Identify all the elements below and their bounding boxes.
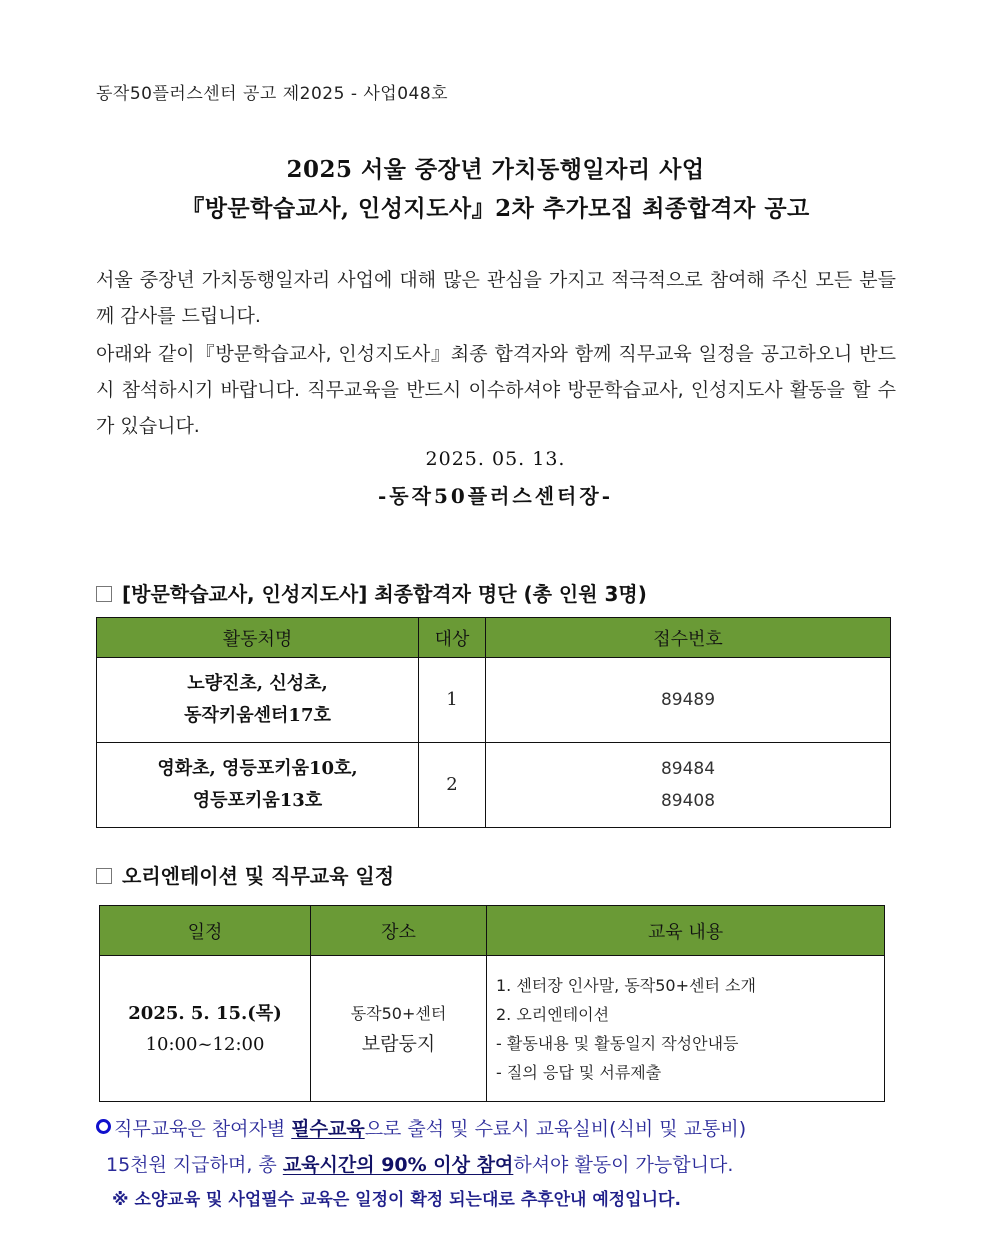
count-cell: 2	[419, 743, 486, 828]
intro-paragraph: 서울 중장년 가치동행일자리 사업에 대해 많은 관심을 가지고 적극적으로 참여해 주신 모든 분들께 감사를 드립니다.	[96, 269, 896, 327]
note-text: 직무교육은 참여자별	[114, 1118, 292, 1140]
content-item: 1. 센터장 인사말, 동작50+센터 소개	[496, 975, 756, 995]
receipt-number: 89484	[660, 759, 716, 779]
site-line: 동작키움센터17호	[184, 705, 331, 726]
note-text: 15천원 지급하며, 총	[106, 1154, 283, 1176]
column-header: 활동처명	[97, 618, 419, 658]
table-row	[97, 743, 891, 828]
section-heading-finalists	[96, 578, 647, 607]
column-header: 대상	[419, 618, 486, 658]
column-header: 접수번호	[486, 618, 891, 658]
id-cell	[486, 658, 891, 743]
instruction-paragraph: 아래와 같이『방문학습교사, 인성지도사』최종 합격자와 함께 직무교육 일정을 공고하오니 반드시 참석하시기 바랍니다. 직무교육을 반드시 이수하셔야 방문학습교사, 인성지도사 활동을 할 수가 있습니다.	[96, 343, 896, 437]
notice-number: 동작50플러스센터 공고 제2025 - 사업048호	[96, 84, 449, 104]
content-item: 2. 오리엔테이션	[496, 1004, 610, 1024]
schedule-time: 10:00~12:00	[145, 1033, 265, 1055]
site-cell	[97, 743, 419, 828]
site-line: 노량진초, 신성초,	[187, 673, 328, 694]
schedule-table	[99, 905, 885, 1102]
schedule-date-cell	[100, 956, 311, 1102]
checkbox-square-icon	[96, 586, 112, 602]
signature: -동작50플러스센터장-	[378, 484, 613, 508]
section-title: [방문학습교사, 인성지도사] 최종합격자 명단 (총 인원 3명)	[122, 582, 647, 606]
table-header-row	[97, 618, 891, 658]
site-cell	[97, 658, 419, 743]
count-cell: 1	[419, 658, 486, 743]
finalists-table	[96, 617, 891, 828]
place-line: 동작50+센터	[350, 1003, 447, 1023]
table-row	[100, 956, 885, 1102]
content-cell	[487, 956, 885, 1102]
site-line: 영등포키움13호	[192, 790, 323, 811]
content-item: - 활동내용 및 활동일지 작성안내등	[496, 1033, 739, 1053]
receipt-number: 89489	[660, 690, 716, 710]
note-line-1	[96, 1114, 896, 1141]
section-title: 오리엔테이션 및 직무교육 일정	[122, 864, 395, 888]
place-line: 보람둥지	[361, 1032, 436, 1055]
column-header: 일정	[100, 906, 311, 956]
place-cell	[311, 956, 487, 1102]
schedule-date: 2025. 5. 15.(목)	[128, 1002, 282, 1024]
column-header: 교육 내용	[487, 906, 885, 956]
page-title-line1: 2025 서울 중장년 가치동행일자리 사업	[286, 156, 705, 183]
announcement-date: 2025. 05. 13.	[425, 448, 566, 470]
section-heading-schedule	[96, 860, 394, 889]
note-text: 으로 출석 및 수료시 교육실비(식비 및 교통비)	[364, 1118, 747, 1140]
note-emphasis: 필수교육	[291, 1118, 365, 1140]
receipt-number: 89408	[660, 791, 716, 811]
circle-bullet-icon	[96, 1119, 111, 1134]
note-line-3: ※ 소양교육 및 사업필수 교육은 일정이 확정 되는대로 추후안내 예정입니다.	[112, 1190, 681, 1210]
checkbox-square-icon	[96, 868, 112, 884]
content-item: - 질의 응답 및 서류제출	[496, 1062, 662, 1082]
site-line: 영화초, 영등포키움10호,	[157, 758, 358, 779]
note-line-2	[106, 1150, 906, 1177]
note-text: 하셔야 활동이 가능합니다.	[513, 1154, 734, 1176]
table-row	[97, 658, 891, 743]
id-cell	[486, 743, 891, 828]
note-emphasis: 교육시간의 90% 이상 참여	[282, 1154, 514, 1176]
column-header: 장소	[311, 906, 487, 956]
page-title-line2: 『방문학습교사, 인성지도사』2차 추가모집 최종합격자 공고	[181, 195, 810, 222]
table-header-row	[100, 906, 885, 956]
